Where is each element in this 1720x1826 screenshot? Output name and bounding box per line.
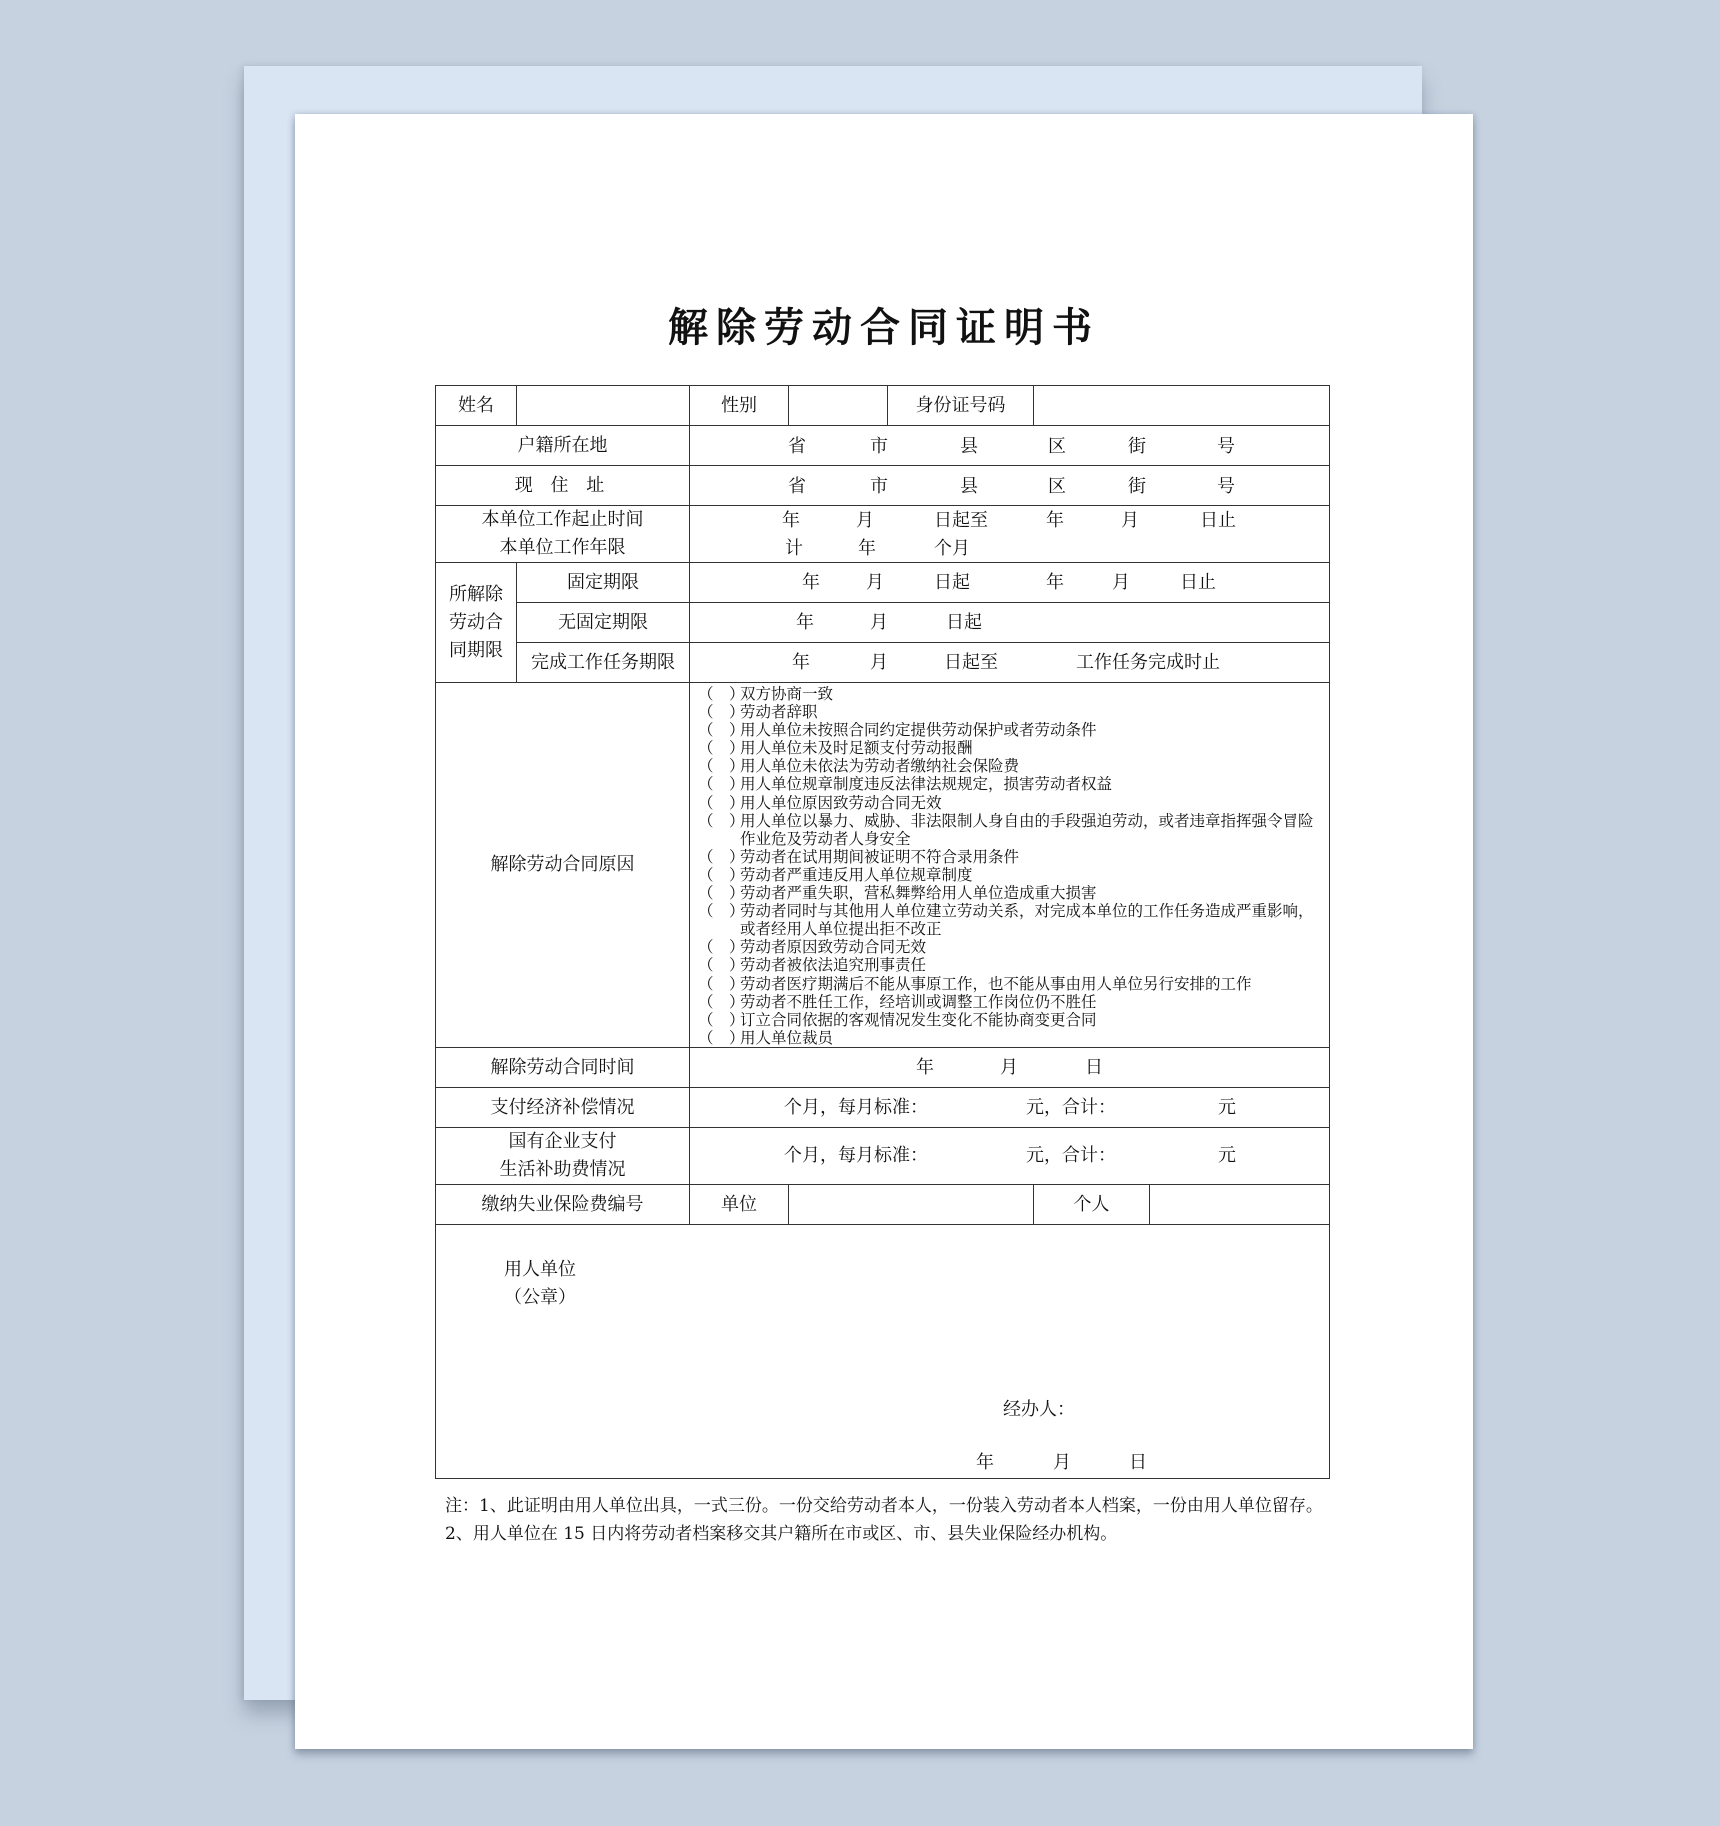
reason-text: 劳动者严重失职，营私舞弊给用人单位造成重大损害	[740, 884, 1097, 903]
note-1: 注：1、此证明由用人单位出具，一式三份。一份交给劳动者本人，一份装入劳动者本人档案，一份由用人单位留存。	[445, 1496, 1323, 1516]
termination-date-field[interactable]	[690, 1047, 1330, 1087]
unemployment-insurance-label: 缴纳失业保险费编号	[436, 1184, 690, 1224]
reason-checkbox[interactable]: （ ）	[698, 811, 745, 830]
unit-year: 年	[916, 1056, 934, 1078]
termination-reason-label: 解除劳动合同原因	[436, 683, 690, 1048]
contract-term-fixed-row	[436, 563, 1330, 603]
signature-date-month: 月	[1053, 1451, 1071, 1473]
work-period-label-line2: 本单位工作年限	[499, 537, 626, 558]
certificate-form	[435, 385, 1330, 1479]
reason-text: 订立合同依据的客观情况发生变化不能协商变更合同	[740, 1010, 1097, 1029]
note-2: 2、用人单位在 15 日内将劳动者档案移交其户籍所在市或区、市、县失业保险经办机构。	[445, 1524, 1118, 1544]
unit-street: 街	[1128, 476, 1146, 497]
insurance-unit-label: 单位	[690, 1184, 789, 1224]
unit-yuan: 元	[1218, 1144, 1236, 1166]
living-subsidy-field[interactable]	[690, 1127, 1330, 1184]
unit-day-from: 日起	[946, 612, 982, 633]
living-subsidy-row	[436, 1127, 1330, 1184]
unit-month: 月	[870, 612, 888, 633]
reason-checkbox[interactable]: （ ）	[698, 884, 745, 903]
reason-item[interactable]	[698, 975, 1329, 993]
unit-year: 年	[782, 510, 800, 531]
reason-item[interactable]	[698, 794, 1329, 812]
group-label-line: 同期限	[449, 639, 503, 661]
contract-term-group-label	[436, 563, 517, 683]
reason-text: 用人单位以暴力、威胁、非法限制人身自由的手段强迫劳动，或者违章指挥强令冒险作业危及劳动者人身安全	[740, 811, 1314, 848]
id-number-field[interactable]	[1034, 386, 1330, 426]
unit-yuan-total: 元，合计：	[1026, 1096, 1116, 1118]
unit-month: 月	[1112, 572, 1130, 593]
unit-months-monthly-standard: 个月，每月标准：	[784, 1144, 928, 1166]
reason-checkbox[interactable]: （ ）	[698, 938, 745, 957]
reason-item[interactable]	[698, 757, 1329, 775]
employer-label: 用人单位	[504, 1258, 576, 1280]
compensation-label: 支付经济补偿情况	[436, 1087, 690, 1127]
reason-item[interactable]	[698, 902, 1329, 938]
living-subsidy-label-line2: 生活补助费情况	[499, 1158, 626, 1180]
term-open-field[interactable]	[690, 603, 1330, 643]
unit-number: 号	[1217, 476, 1235, 497]
reason-item[interactable]	[698, 739, 1329, 757]
reason-text: 劳动者医疗期满后不能从事原工作，也不能从事由用人单位另行安排的工作	[740, 974, 1252, 993]
current-address-field[interactable]	[690, 466, 1330, 506]
name-field[interactable]	[517, 386, 690, 426]
reason-text: 用人单位未及时足额支付劳动报酬	[740, 739, 973, 758]
unit-year: 年	[796, 612, 814, 633]
work-period-field[interactable]	[690, 506, 1330, 563]
work-period-label	[436, 506, 690, 563]
reason-checkbox[interactable]: （ ）	[698, 793, 745, 812]
name-label: 姓名	[436, 386, 517, 426]
reason-text: 用人单位未依法为劳动者缴纳社会保险费	[740, 757, 1020, 776]
notes	[445, 1492, 1329, 1548]
unit-street: 街	[1128, 436, 1146, 457]
reason-text: 劳动者在试用期间被证明不符合录用条件	[740, 847, 1020, 866]
unit-district: 区	[1048, 436, 1066, 457]
reason-checkbox[interactable]: （ ）	[698, 992, 745, 1011]
unit-day-from: 日起	[934, 572, 970, 593]
termination-reason-row	[436, 683, 1330, 1048]
reason-checkbox[interactable]: （ ）	[698, 685, 745, 703]
unit-total: 计	[785, 538, 803, 559]
reason-item[interactable]	[698, 956, 1329, 974]
insurance-personal-field[interactable]	[1150, 1185, 1329, 1224]
unit-year: 年	[802, 572, 820, 593]
termination-date-row	[436, 1047, 1330, 1087]
reason-text: 双方协商一致	[740, 685, 834, 703]
termination-reason-list	[690, 683, 1330, 1048]
insurance-personal-cell	[1034, 1184, 1330, 1224]
reason-checkbox[interactable]: （ ）	[698, 865, 745, 884]
household-label: 户籍所在地	[436, 426, 690, 466]
current-address-row	[436, 466, 1330, 506]
unit-year: 年	[792, 652, 810, 673]
signature-area	[436, 1224, 1330, 1478]
group-label-line: 劳动合	[449, 611, 503, 633]
unit-day: 日	[1085, 1056, 1103, 1078]
signature-date-day: 日	[1129, 1451, 1147, 1473]
unit-month: 月	[866, 572, 884, 593]
reason-text: 用人单位规章制度违反法律法规规定，损害劳动者权益	[740, 775, 1113, 794]
unit-year: 年	[1046, 510, 1064, 531]
termination-date-label: 解除劳动合同时间	[436, 1047, 690, 1087]
unit-task-complete: 工作任务完成时止	[1076, 652, 1220, 673]
unit-day-end: 日止	[1180, 572, 1216, 593]
reason-item[interactable]	[698, 993, 1329, 1011]
unit-months-monthly-standard: 个月，每月标准：	[784, 1096, 928, 1118]
reason-checkbox[interactable]: （ ）	[698, 956, 745, 975]
document-title: 解除劳动合同证明书	[668, 304, 1100, 351]
reason-checkbox[interactable]: （ ）	[698, 775, 745, 794]
term-fixed-field[interactable]	[690, 563, 1330, 603]
term-fixed-label: 固定期限	[517, 563, 690, 603]
unit-day-from-to: 日起至	[934, 510, 988, 531]
reason-checkbox[interactable]: （ ）	[698, 1028, 745, 1047]
household-row	[436, 426, 1330, 466]
signature-row	[436, 1224, 1330, 1478]
identity-row	[436, 386, 1330, 426]
reason-checkbox[interactable]: （ ）	[698, 974, 745, 993]
unit-province: 省	[788, 476, 806, 497]
compensation-field[interactable]	[690, 1087, 1330, 1127]
work-period-row	[436, 506, 1330, 563]
household-field[interactable]	[690, 426, 1330, 466]
reason-item[interactable]	[698, 938, 1329, 956]
unit-yuan-total: 元，合计：	[1026, 1144, 1116, 1166]
unit-province: 省	[788, 436, 806, 457]
reason-text: 用人单位原因致劳动合同无效	[740, 793, 942, 812]
reason-text: 用人单位未按照合同约定提供劳动保护或者劳动条件	[740, 721, 1097, 740]
reason-text: 劳动者同时与其他用人单位建立劳动关系，对完成本单位的工作任务造成严重影响，或者经用人单位提出拒不改正	[740, 902, 1314, 939]
reason-text: 劳动者不胜任工作，经培训或调整工作岗位仍不胜任	[740, 992, 1097, 1011]
living-subsidy-label	[436, 1127, 690, 1184]
reason-item[interactable]	[698, 1011, 1329, 1029]
seal-label: （公章）	[504, 1286, 576, 1308]
reason-checkbox[interactable]: （ ）	[698, 1010, 745, 1029]
unit-county: 县	[960, 476, 978, 497]
reason-item[interactable]	[698, 685, 1329, 703]
unit-district: 区	[1048, 476, 1066, 497]
unit-month: 月	[1000, 1056, 1018, 1078]
reason-item[interactable]	[698, 812, 1329, 848]
reason-text: 劳动者严重违反用人单位规章制度	[740, 865, 973, 884]
unit-month: 月	[1121, 510, 1139, 531]
unit-day-from-to: 日起至	[944, 652, 998, 673]
reason-text: 劳动者辞职	[740, 703, 818, 722]
insurance-unit-field[interactable]	[789, 1184, 1034, 1224]
unit-day-end: 日止	[1200, 510, 1236, 531]
unit-number: 号	[1217, 436, 1235, 457]
reason-checkbox[interactable]: （ ）	[698, 739, 745, 758]
gender-label: 性别	[690, 386, 789, 426]
reason-item[interactable]	[698, 866, 1329, 884]
reason-text: 用人单位裁员	[740, 1028, 834, 1047]
reason-checkbox[interactable]: （ ）	[698, 721, 745, 740]
unit-months: 个月	[934, 538, 970, 559]
reason-item[interactable]	[698, 1029, 1329, 1047]
unit-city: 市	[870, 476, 888, 497]
signature-date-year: 年	[976, 1451, 994, 1473]
reason-item[interactable]	[698, 721, 1329, 739]
reason-text: 劳动者被依法追究刑事责任	[740, 956, 927, 975]
unit-yuan: 元	[1218, 1096, 1236, 1118]
insurance-personal-label: 个人	[1034, 1185, 1150, 1224]
reason-checkbox[interactable]: （ ）	[698, 847, 745, 866]
reason-text: 劳动者原因致劳动合同无效	[740, 938, 927, 957]
unemployment-insurance-row	[436, 1184, 1330, 1224]
current-address-label: 现 住 址	[436, 466, 690, 506]
gender-field[interactable]	[789, 386, 888, 426]
unit-year: 年	[1046, 572, 1064, 593]
contract-term-open-row	[436, 603, 1330, 643]
reason-checkbox[interactable]: （ ）	[698, 703, 745, 722]
reason-item[interactable]	[698, 848, 1329, 866]
id-number-label: 身份证号码	[888, 386, 1034, 426]
reason-checkbox[interactable]: （ ）	[698, 902, 745, 921]
term-open-label: 无固定期限	[517, 603, 690, 643]
term-task-label: 完成工作任务期限	[517, 643, 690, 683]
contract-term-task-row	[436, 643, 1330, 683]
unit-month: 月	[870, 652, 888, 673]
living-subsidy-label-line1: 国有企业支付	[508, 1130, 617, 1152]
reason-item[interactable]	[698, 703, 1329, 721]
unit-city: 市	[870, 436, 888, 457]
work-period-label-line1: 本单位工作起止时间	[481, 509, 644, 530]
group-label-line: 所解除	[449, 583, 503, 605]
unit-county: 县	[960, 436, 978, 457]
reason-item[interactable]	[698, 775, 1329, 793]
term-task-field[interactable]	[690, 643, 1330, 683]
reason-item[interactable]	[698, 884, 1329, 902]
handler-label: 经办人：	[1003, 1398, 1075, 1420]
unit-year: 年	[858, 538, 876, 559]
reason-checkbox[interactable]: （ ）	[698, 757, 745, 776]
compensation-row	[436, 1087, 1330, 1127]
unit-month: 月	[856, 510, 874, 531]
